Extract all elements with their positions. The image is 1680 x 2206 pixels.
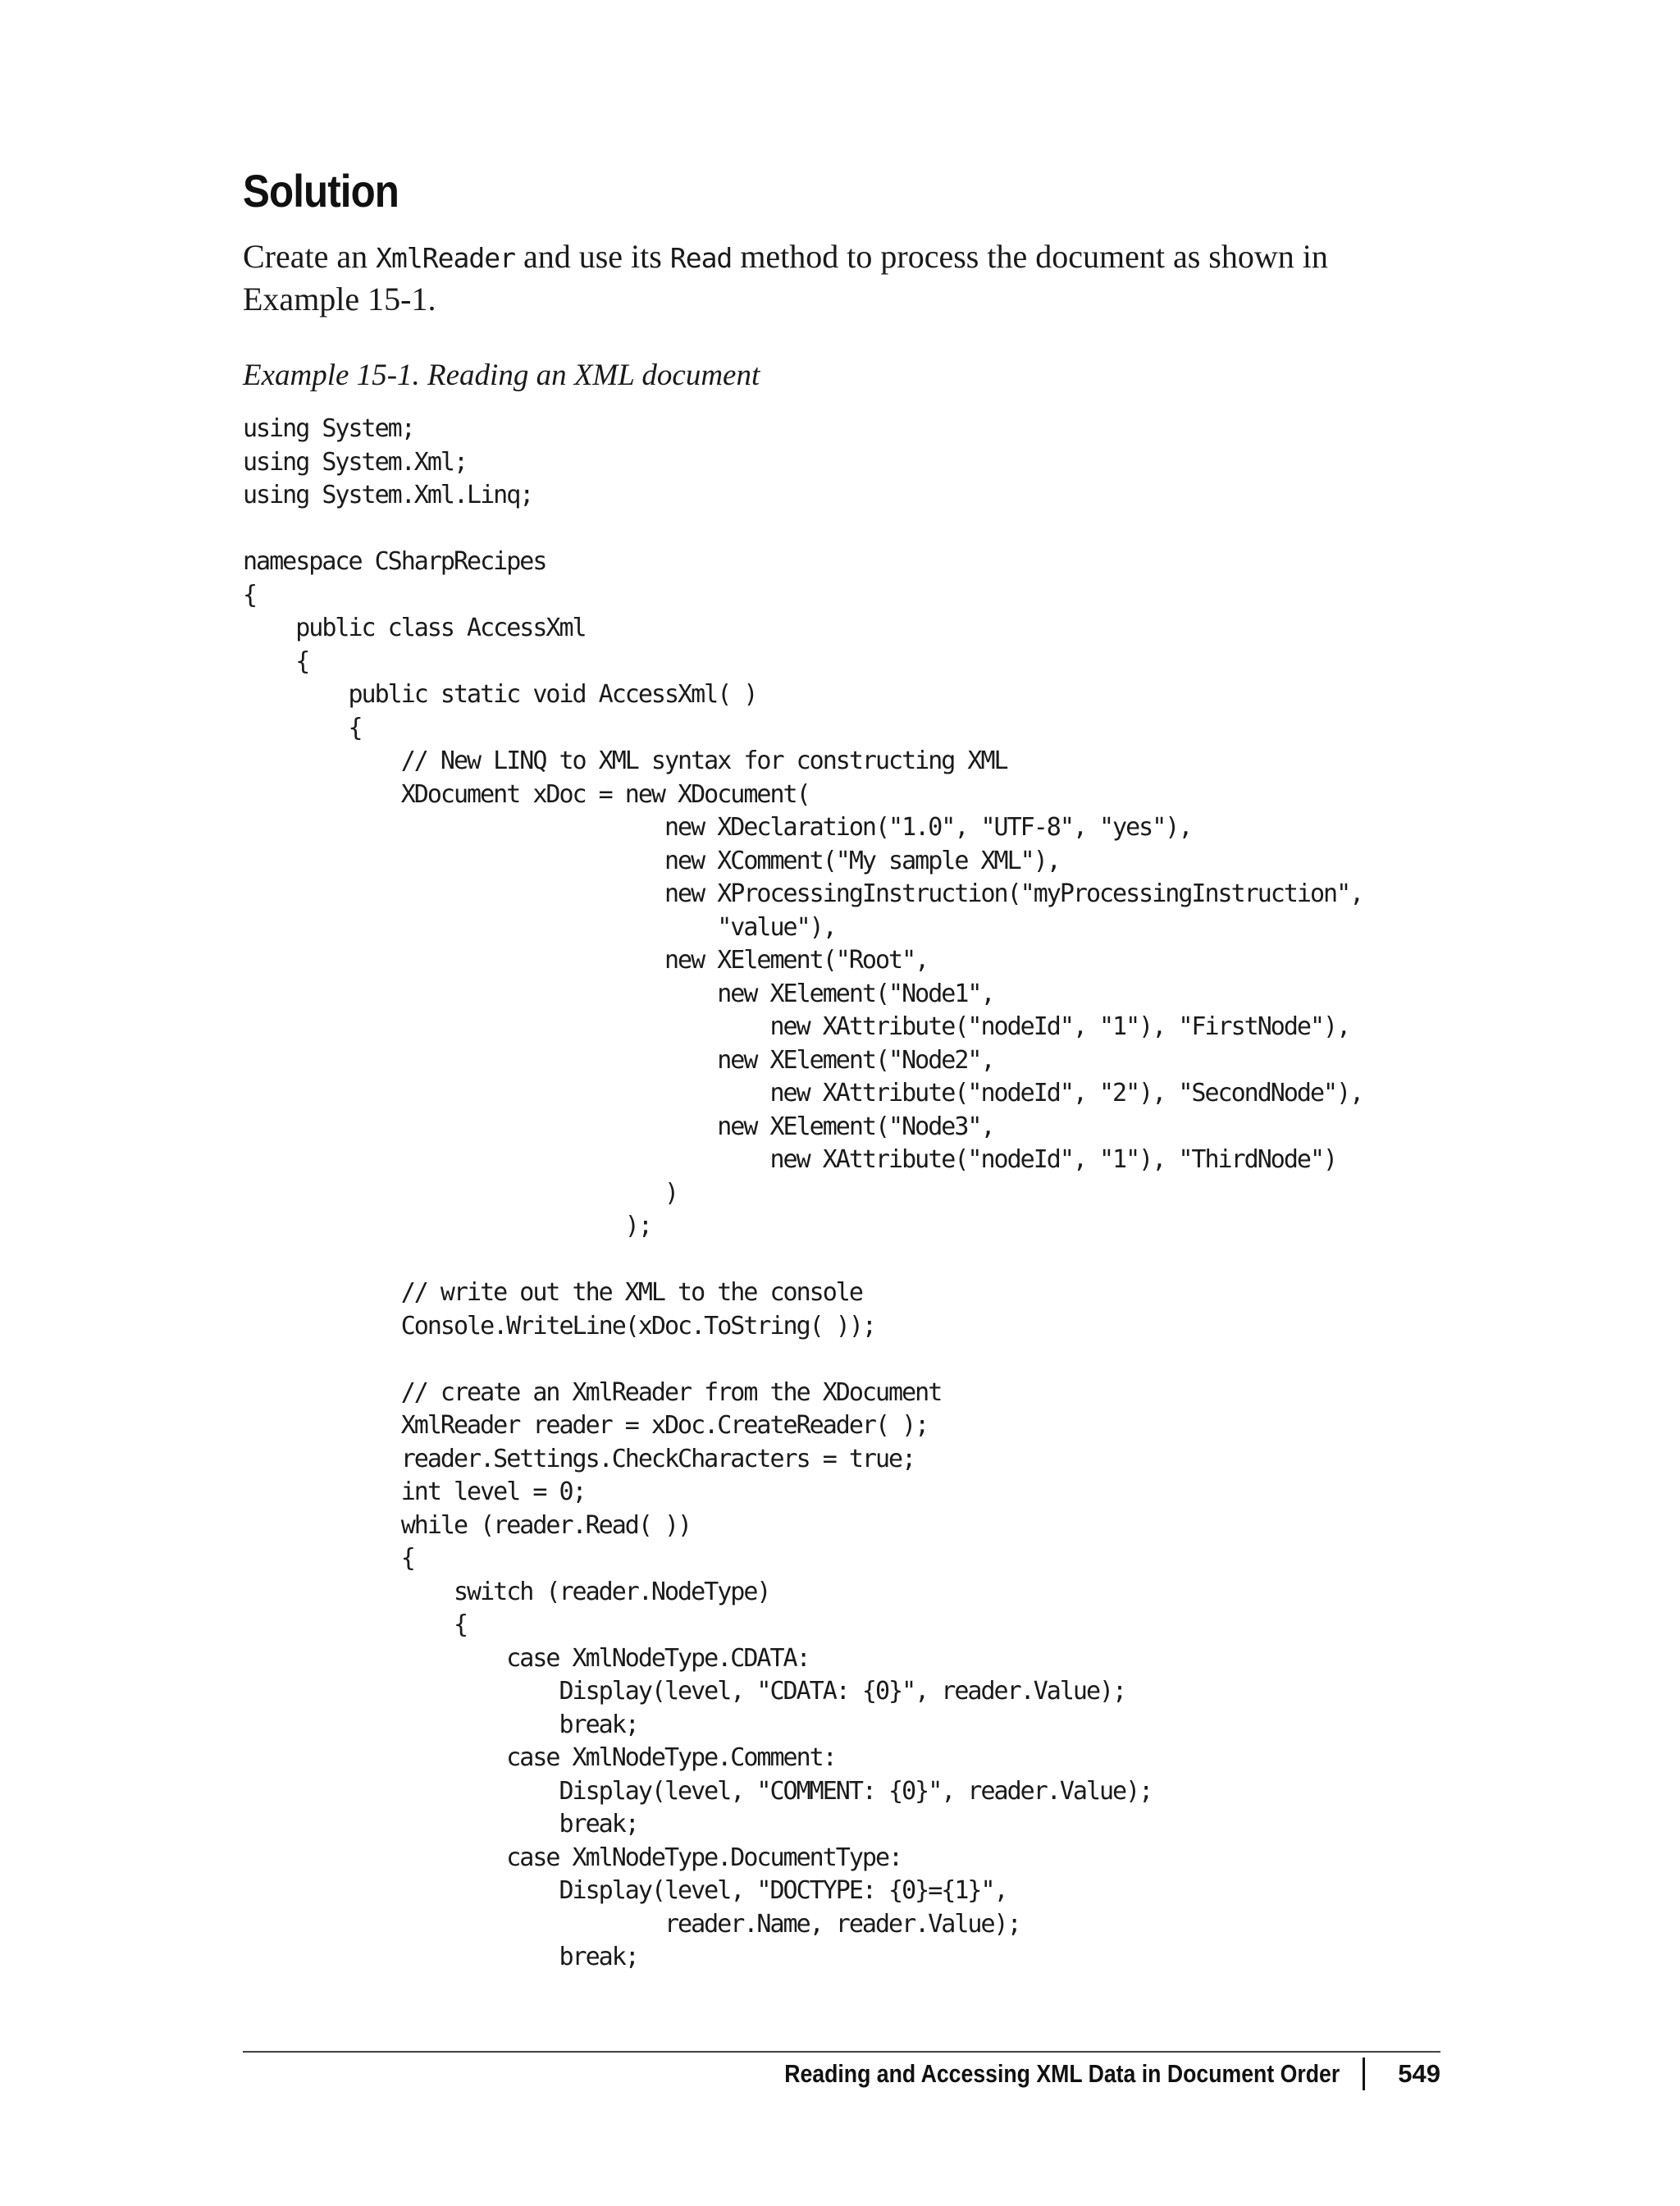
intro-code-xmlreader: XmlReader — [376, 242, 515, 274]
footer-section-title: Reading and Accessing XML Data in Document Order — [784, 2059, 1340, 2088]
intro-text-2: and use its — [514, 238, 670, 275]
intro-paragraph — [243, 236, 1440, 320]
footer-separator — [1363, 2058, 1365, 2090]
example-caption: Example 15-1. Reading an XML document — [243, 359, 760, 392]
intro-text-1: Create an — [243, 238, 377, 275]
footer-divider — [243, 2051, 1440, 2053]
page-number: 549 — [1398, 2059, 1440, 2088]
intro-text-3: method to process the document as shown in Example 15-1. — [243, 238, 1328, 317]
section-heading: Solution — [243, 165, 399, 217]
code-listing: using System; using System.Xml; using System.Xml.Linq; namespace CSharpRecipes { public class AccessXml { public static void AccessXml( ) { // New LINQ to XML syntax for constructing XML XDocument xDoc = new XDocument( new XDeclaration("1.0", "UTF-8", "yes"), new XComment("My sample XML"), new XProcessingInstruction("myProcessingInstruction", "value"), new XElement("Root", new XElement("Node1", new XAttribute("nodeId", "1"), "FirstNode"), new XElement("Node2", new XAttribute("nodeId", "2"), "SecondNode"), new XElement("Node3", new XAttribute("nodeId", "1"), "ThirdNode") ) ); // write out the XML to the console Console.WriteLine(xDoc.ToString( )); // create an XmlReader from the XDocument XmlReader reader = xDoc.CreateReader( ); reader.Settings.CheckCharacters = true; int level = 0; while (reader.Read( )) { switch (reader.NodeType) { case XmlNodeType.CDATA: Display(level, "CDATA: {0}", reader.Value); break; case XmlNodeType.Comment: Display(level, "COMMENT: {0}", reader.Value); break; case XmlNodeType.DocumentType: Display(level, "DOCTYPE: {0}={1}", reader.Name, reader.Value); break; — [243, 414, 1363, 1971]
running-footer — [694, 2058, 1440, 2090]
intro-code-read: Read — [669, 242, 733, 274]
